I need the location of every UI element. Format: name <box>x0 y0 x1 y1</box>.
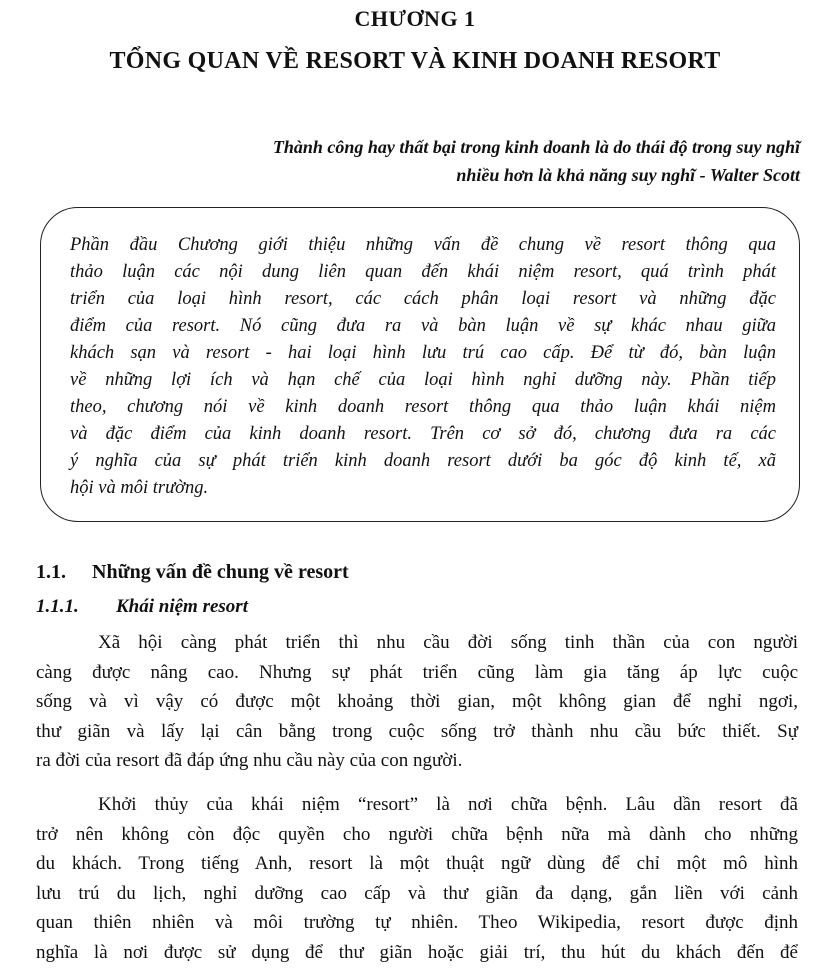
paragraph-line: lưu trú du lịch, nghỉ dưỡng cao cấp và thư giãn đa dạng, gắn liền với cảnh <box>36 882 798 904</box>
paragraph-line: nghĩa là nơi được sử dụng để thư giãn hoặc giải trí, thu hút du khách đến để <box>36 941 798 963</box>
paragraph-line: thư giãn và lấy lại cân bằng trong cuộc sống trở thành nhu cầu bức thiết. Sự <box>36 720 798 742</box>
section-title: Những vấn đề chung về resort <box>92 561 349 583</box>
summary-line: điểm của resort. Nó cũng đưa ra và bàn luận về sự khác nhau giữa <box>70 316 776 336</box>
paragraph <box>36 790 798 967</box>
summary-line: thảo luận các nội dung liên quan đến khái niệm resort, quá trình phát <box>70 262 776 282</box>
paragraph-line: Xã hội càng phát triển thì nhu cầu đời sống tinh thần của con người <box>98 632 798 653</box>
summary-line: Phần đầu Chương giới thiệu những vấn đề chung về resort thông qua <box>70 235 776 255</box>
summary-line: và đặc điểm của kinh doanh resort. Trên cơ sở đó, chương đưa ra các <box>70 424 776 444</box>
summary-line: ý nghĩa của sự phát triển kinh doanh resort dưới ba góc độ kinh tế, xã <box>70 451 776 471</box>
subsection-title: Khái niệm resort <box>116 596 248 617</box>
summary-line: triển của loại hình resort, các cách phân loại resort và những đặc <box>70 289 776 309</box>
summary-line: hội và môi trường. <box>70 478 209 498</box>
paragraph-line: du khách. Trong tiếng Anh, resort là một thuật ngữ dùng để chỉ một mô hình <box>36 853 798 874</box>
paragraph-line: Khởi thủy của khái niệm “resort” là nơi chữa bệnh. Lâu dần resort đã <box>98 794 798 815</box>
summary-line: theo, chương nói về kinh doanh resort thông qua thảo luận khái niệm <box>70 397 776 417</box>
epigraph-line: nhiều hơn là khả năng suy nghĩ - Walter Scott <box>456 165 800 185</box>
chapter-title: TỔNG QUAN VỀ RESORT VÀ KINH DOANH RESORT <box>109 48 721 74</box>
subsection-heading <box>36 596 248 618</box>
subsection-number: 1.1.1. <box>36 596 79 617</box>
section-number: 1.1. <box>36 561 66 583</box>
epigraph <box>40 133 800 189</box>
paragraph-line: càng được nâng cao. Nhưng sự phát triển cũng làm gia tăng áp lực cuộc <box>36 661 798 683</box>
chapter-label: CHƯƠNG 1 <box>354 6 476 31</box>
paragraph-line: quan thiên nhiên và môi trường tự nhiên. Theo Wikipedia, resort được định <box>36 912 798 933</box>
paragraph-line: ra đời của resort đã đáp ứng nhu cầu này của con người. <box>36 750 463 771</box>
paragraph <box>36 628 798 776</box>
summary-line: khách sạn và resort - hai loại hình lưu trú cao cấp. Để từ đó, bàn luận <box>70 343 776 363</box>
epigraph-line: Thành công hay thất bại trong kinh doanh là do thái độ trong suy nghĩ <box>272 137 800 157</box>
summary-text <box>70 232 776 502</box>
section-heading <box>36 561 349 584</box>
summary-line: về những lợi ích và hạn chế của loại hình nghỉ dưỡng này. Phần tiếp <box>70 370 776 390</box>
paragraph-line: sống và vì vậy có được một khoảng thời gian, một không gian để nghỉ ngơi, <box>36 691 798 712</box>
paragraph-line: trở nên không còn độc quyền cho người chữa bệnh nữa mà dành cho những <box>36 823 798 845</box>
